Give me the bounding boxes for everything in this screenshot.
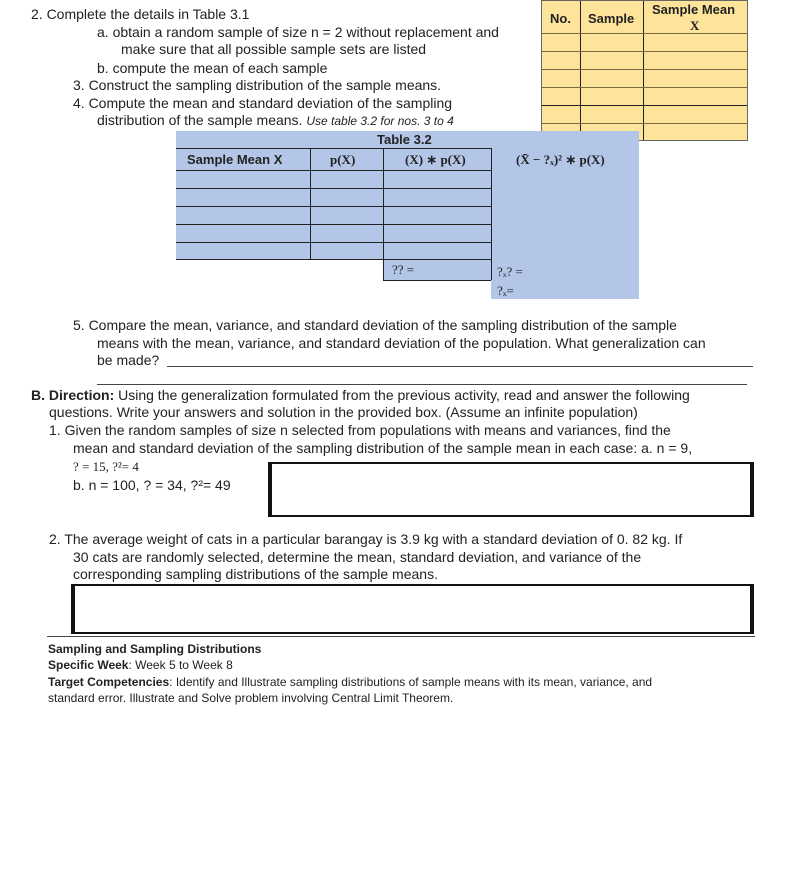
item-4-cont: distribution of the sample means. Use table 3.2 for nos. 3 to 4 [97,112,454,128]
item-2a-cont: make sure that all possible sample sets are listed [121,41,427,57]
item-5-cont: means with the mean, variance, and standard deviation of the population. What generalization can [97,335,706,351]
question-1-case-b: b. n = 100, ? = 34, ?²= 49 [73,477,231,493]
table-title: Table 3.2 [377,132,432,147]
question-2-cont: 30 cats are randomly selected, determine the mean, standard deviation, and variance of the [73,549,642,565]
item-3: 3. Construct the sampling distribution of the sample means. [73,77,442,93]
footer-title: Sampling and Sampling Distributions [48,642,262,656]
header-x-px: (X) ∗ p(X) [405,152,466,167]
question-2: 2. The average weight of cats in a particular barangay is 3.9 kg with a standard deviation of 0. 82 kg. If [49,531,683,547]
footer-competencies-cont: standard error. Illustrate and Solve problem involving Central Limit Theorem. [48,691,454,705]
question-2-cont2: corresponding sampling distributions of the sample means. [73,566,438,582]
footer-divider [47,636,755,637]
header-sample-mean: Sample Mean [652,2,736,17]
header-no: No. [550,11,571,26]
header-mean-symbol: X [690,18,700,33]
mean-result: ?? = [392,262,415,277]
question-1: 1. Given the random samples of size n selected from populations with means and variances, find the [49,422,671,438]
header-sample: Sample [588,11,635,26]
header-px: p(X) [330,152,356,167]
table-3-1 [541,0,748,141]
section-b-direction-cont: questions. Write your answers and solution in the provided box. (Assume an infinite population) [49,404,638,420]
variance-result: ?ₓ? = [497,264,523,279]
item-2a: a. obtain a random sample of size n = 2 without replacement and [97,24,499,40]
item-5-cont2: be made? [97,352,160,368]
answer-box-2[interactable] [71,584,754,634]
question-1-cont: mean and standard deviation of the sampling distribution of the sample mean in each case: a. n = 9, [73,440,693,456]
footer-competencies: Target Competencies: Identify and Illustrate sampling distributions of sample means with its mean, variance, and [48,675,653,689]
item-2b: b. compute the mean of each sample [97,60,328,76]
sd-result: ?ₓ= [497,283,514,298]
section-b-direction: B. Direction: Using the generalization formulated from the previous activity, read and answer the following [31,387,690,403]
item-4: 4. Compute the mean and standard deviation of the sampling [73,95,453,111]
item-2: 2. Complete the details in Table 3.1 [31,6,250,22]
answer-line-2[interactable] [97,384,747,385]
answer-line-1[interactable] [167,366,753,367]
answer-box-1[interactable] [268,462,754,517]
header-variance-term: (X̄ − ?ₓ)² ∗ p(X) [516,152,605,167]
footer-week: Specific Week: Week 5 to Week 8 [48,658,233,672]
item-5: 5. Compare the mean, variance, and standard deviation of the sampling distribution of the sample [73,317,677,333]
header-sample-mean: Sample Mean X [187,152,283,167]
question-1-case-a: ? = 15, ?²= 4 [73,459,139,474]
